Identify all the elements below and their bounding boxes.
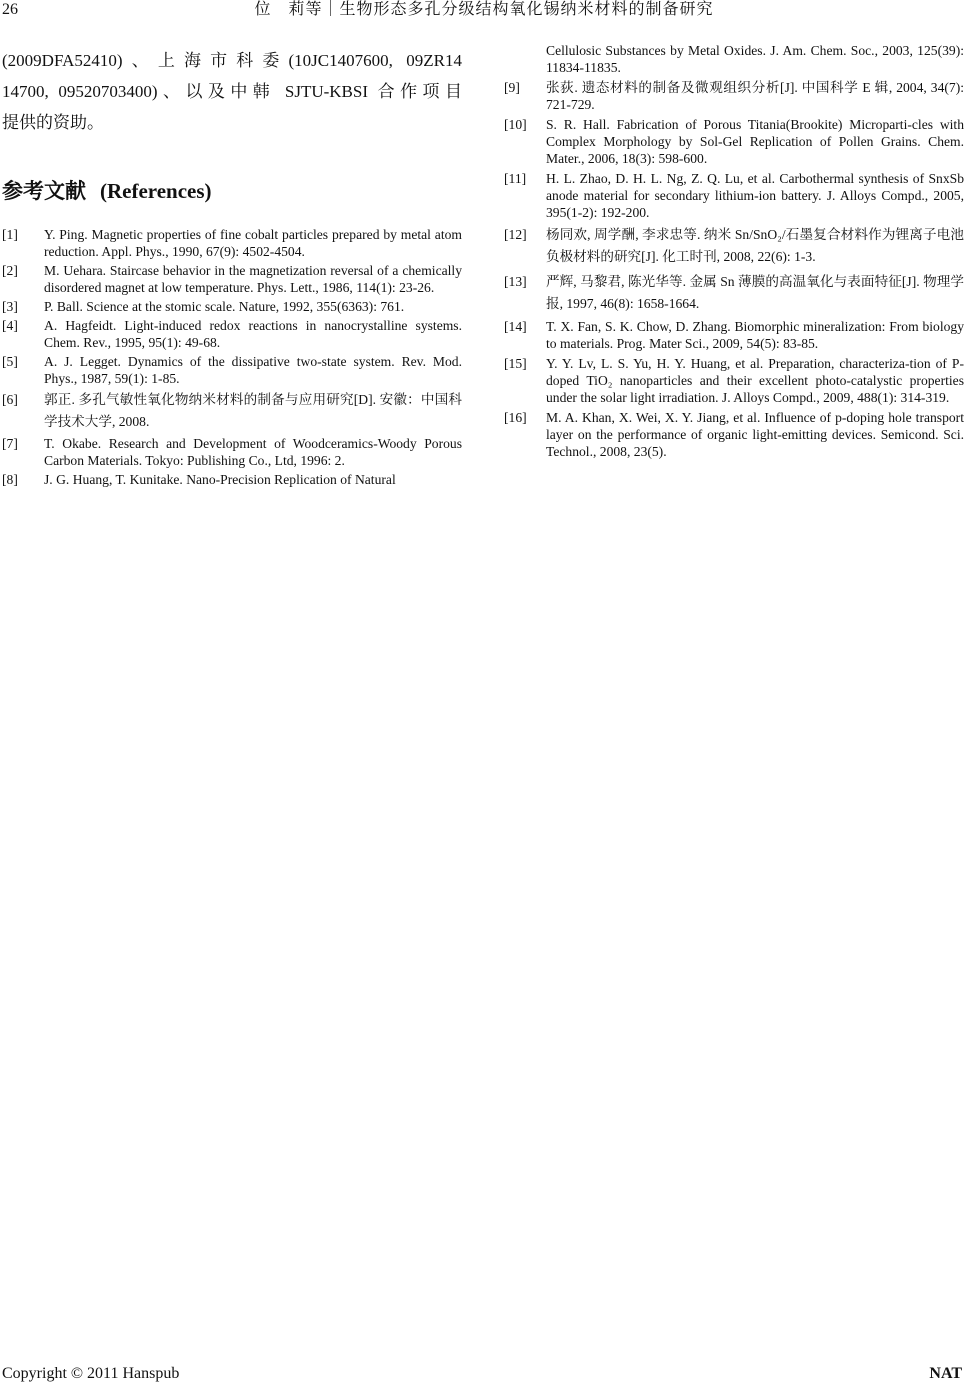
journal-abbreviation: NAT bbox=[929, 1365, 962, 1382]
reference-text: T. X. Fan, S. K. Chow, D. Zhang. Biomorphic mineralization: From biology to materials. Prog. Mater Sci., 2009, 54(5): 83-85. bbox=[546, 319, 964, 351]
reference-number: [1] bbox=[2, 227, 18, 242]
reference-text: J. G. Huang, T. Kunitake. Nano-Precision Replication of Natural bbox=[44, 472, 396, 487]
running-header bbox=[0, 0, 968, 24]
reference-text: S. R. Hall. Fabrication of Porous Titania(Brookite) Microparti-cles with Complex Morphology by Sol-Gel Replication of Pollen Grains. Chem. Mater., 2006, 18(3): 598-600. bbox=[546, 117, 964, 166]
reference-text: P. Ball. Science at the stomic scale. Nature, 1992, 355(6363): 761. bbox=[44, 299, 405, 314]
reference-item bbox=[2, 471, 462, 488]
reference-item bbox=[504, 409, 964, 460]
reference-text: 郭正. 多孔气敏性氧化物纳米材料的制备与应用研究[D]. 安徽：中国科学技术大学, 2008. bbox=[44, 392, 462, 429]
reference-text: Y. Ping. Magnetic properties of fine cobalt particles prepared by metal atom reduction. Appl. Phys., 1990, 67(9): 4502-4504. bbox=[44, 227, 462, 259]
reference-text: 张荻. 遗态材料的制备及微观组织分析[J]. 中国科学 E 辑, 2004, 34(7): 721-729. bbox=[546, 80, 964, 112]
reference-continuation bbox=[504, 42, 964, 76]
reference-item bbox=[504, 224, 964, 268]
reference-number: [2] bbox=[2, 263, 18, 278]
acknowledgement-line: (2009DFA52410)、上海市科委(10JC1407600, 09ZR14 bbox=[2, 51, 462, 70]
reference-list-right bbox=[504, 42, 964, 460]
reference-list-left bbox=[2, 226, 462, 488]
reference-number: [16] bbox=[504, 410, 527, 425]
reference-text: Y. Y. Lv, L. S. Yu, H. Y. Huang, et al. Preparation, characteriza-tion of P-doped TiO₂ nanoparticles and their excellent photo-catalystic properties under the solar light irradiation. J. Alloys Compd., 2009, 488(1): 314-319. bbox=[546, 356, 964, 405]
reference-text: M. A. Khan, X. Wei, X. Y. Jiang, et al. Influence of p-doping hole transport layer on the performance of organic light-emitting devices. Semicond. Sci. Technol., 2008, 23(5). bbox=[546, 410, 964, 459]
reference-number: [14] bbox=[504, 319, 527, 334]
reference-number: [3] bbox=[2, 299, 18, 314]
reference-number: [9] bbox=[504, 80, 520, 95]
reference-text: 严辉, 马黎君, 陈光华等. 金属 Sn 薄膜的高温氧化与表面特征[J]. 物理学报, 1997, 46(8): 1658-1664. bbox=[546, 274, 964, 311]
reference-number: [6] bbox=[2, 392, 18, 407]
running-title: 位 莉等｜生物形态多孔分级结构氧化锡纳米材料的制备研究 bbox=[254, 1, 714, 18]
reference-number: [4] bbox=[2, 318, 18, 333]
reference-item bbox=[2, 353, 462, 387]
reference-item bbox=[504, 170, 964, 221]
reference-number: [15] bbox=[504, 356, 527, 371]
right-column bbox=[504, 42, 964, 463]
reference-text: T. Okabe. Research and Development of Woodceramics-Woody Porous Carbon Materials. Tokyo: Publishing Co., Ltd, 1996: 2. bbox=[44, 436, 462, 468]
reference-number: [7] bbox=[2, 436, 18, 451]
reference-number: [13] bbox=[504, 274, 527, 289]
reference-item bbox=[2, 298, 462, 315]
reference-item bbox=[504, 318, 964, 352]
reference-item bbox=[2, 262, 462, 296]
acknowledgement-paragraph bbox=[2, 45, 462, 138]
reference-number: [8] bbox=[2, 472, 18, 487]
reference-number: [5] bbox=[2, 354, 18, 369]
reference-number: [12] bbox=[504, 227, 527, 242]
left-column bbox=[2, 45, 462, 490]
reference-text: 杨同欢, 周学酬, 李求忠等. 纳米 Sn/SnO₂/石墨复合材料作为锂离子电池负极材料的研究[J]. 化工时刊, 2008, 22(6): 1-3. bbox=[546, 227, 964, 264]
references-heading bbox=[2, 178, 462, 204]
page-number: 26 bbox=[2, 1, 18, 18]
reference-item bbox=[504, 79, 964, 113]
reference-item bbox=[504, 355, 964, 406]
copyright-notice: Copyright © 2011 Hanspub bbox=[2, 1365, 180, 1382]
acknowledgement-line: 提供的资助。 bbox=[2, 113, 104, 132]
page-footer bbox=[0, 1364, 968, 1384]
reference-text: A. Hagfeidt. Light-induced redox reactions in nanocrystalline systems. Chem. Rev., 1995, 95(1): 49-68. bbox=[44, 318, 462, 350]
reference-item bbox=[504, 116, 964, 167]
reference-number: [11] bbox=[504, 171, 527, 186]
reference-number: [10] bbox=[504, 117, 527, 132]
reference-text: A. J. Legget. Dynamics of the dissipative two-state system. Rev. Mod. Phys., 1987, 59(1): 1-85. bbox=[44, 354, 462, 386]
acknowledgement-line: 14700, 09520703400)、以及中韩 SJTU-KBSI 合作项目 bbox=[2, 82, 462, 101]
references-heading-cn: 参考文献 bbox=[2, 179, 86, 203]
references-heading-en: (References) bbox=[100, 179, 212, 203]
reference-item bbox=[504, 271, 964, 315]
reference-item bbox=[2, 389, 462, 433]
reference-item bbox=[2, 226, 462, 260]
reference-text: M. Uehara. Staircase behavior in the magnetization reversal of a chemically disordered magnet at low temperature. Phys. Lett., 1986, 114(1): 23-26. bbox=[44, 263, 462, 295]
reference-text: Cellulosic Substances by Metal Oxides. J. Am. Chem. Soc., 2003, 125(39): 11834-11835. bbox=[546, 43, 964, 75]
reference-item bbox=[2, 435, 462, 469]
reference-item bbox=[2, 317, 462, 351]
reference-text: H. L. Zhao, D. H. L. Ng, Z. Q. Lu, et al. Carbothermal synthesis of SnxSb anode material for secondary lithium-ion battery. J. Alloys Compd., 2005, 395(1-2): 192-200. bbox=[546, 171, 964, 220]
